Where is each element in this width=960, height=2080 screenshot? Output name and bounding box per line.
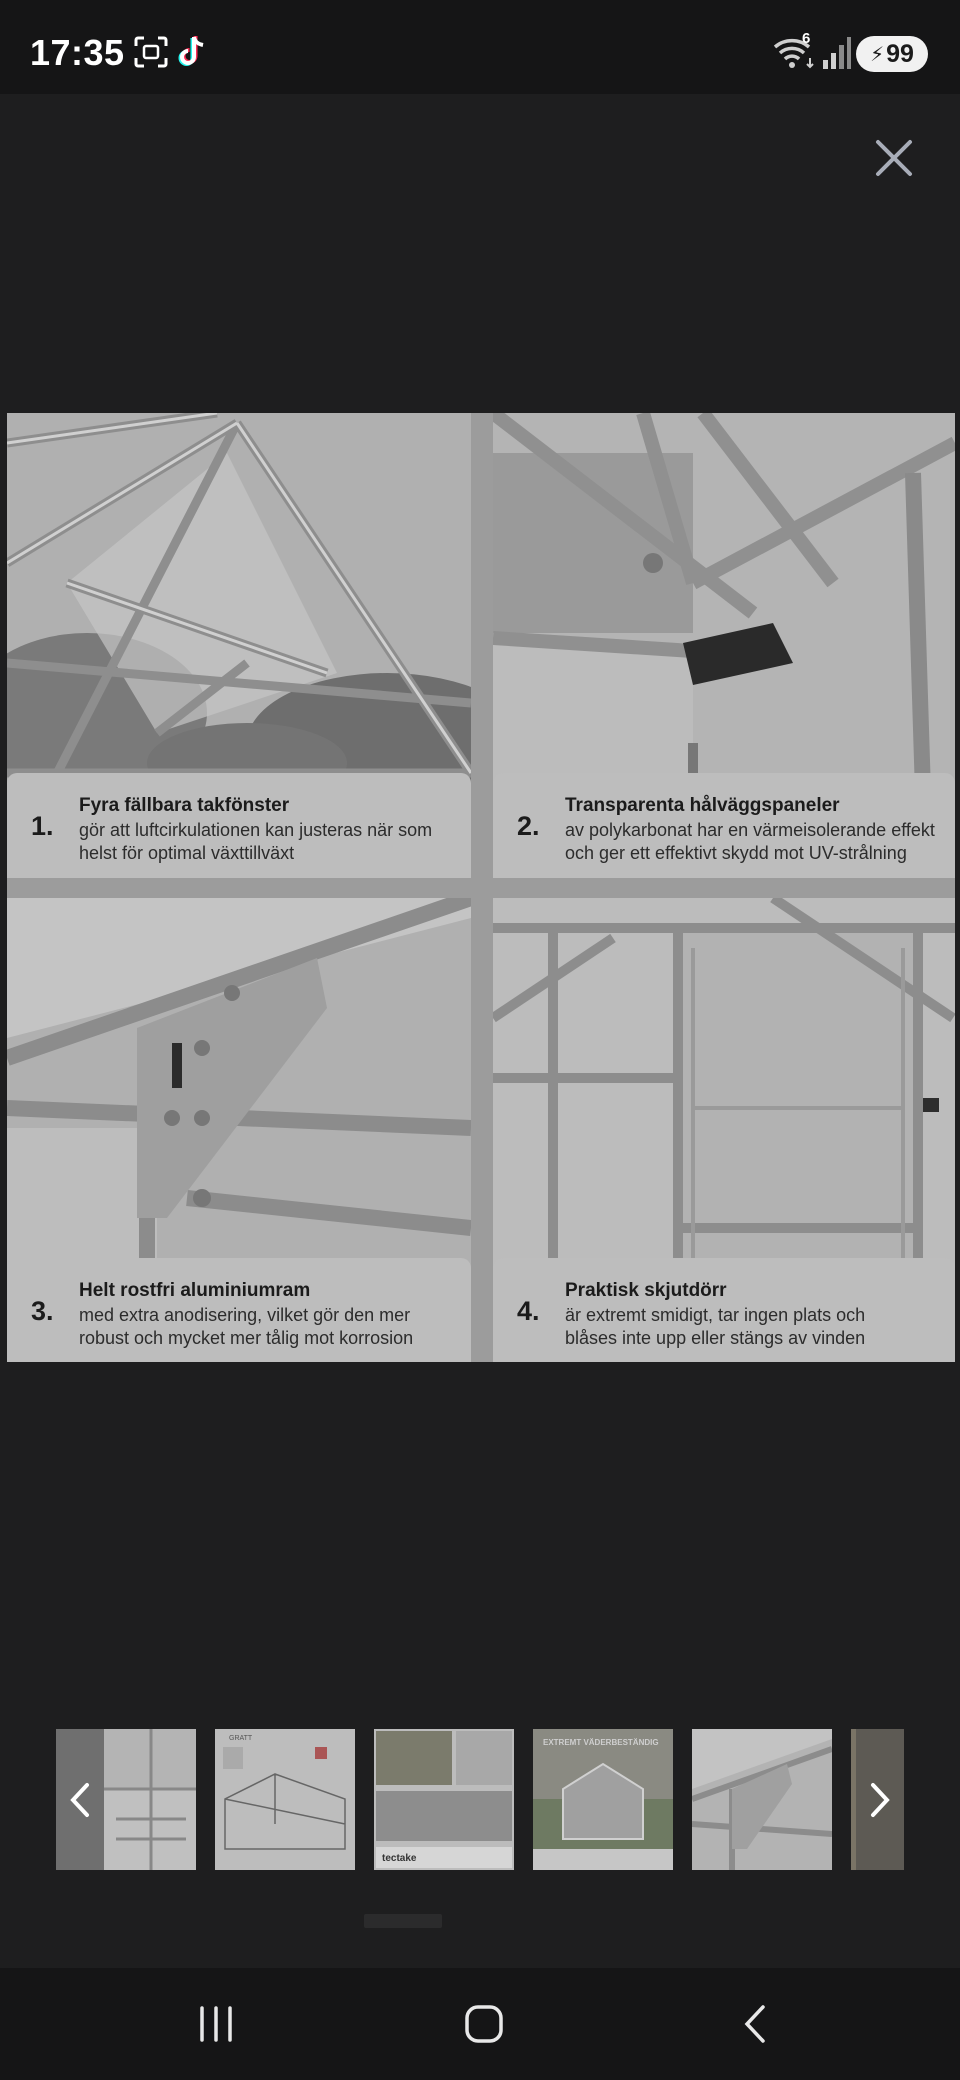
feature-desc-4 [565, 1304, 955, 1350]
frame-photo [7, 898, 471, 1278]
feature-desc-1-line2: helst för optimal växttillväxt [79, 843, 295, 863]
product-image[interactable] [7, 413, 955, 1362]
clock: 17:35 [30, 32, 125, 73]
battery-level: 99 [886, 39, 914, 68]
feature-number-4: 4. [517, 1296, 540, 1326]
thumbnail-strip[interactable] [56, 1729, 904, 1871]
wifi-icon [772, 30, 818, 75]
feature-desc-3-line2: robust och mycket mer tålig mot korrosion [79, 1328, 414, 1348]
feature-panel-3 [7, 898, 471, 1362]
tiktok-icon [176, 34, 210, 75]
feature-number-2: 2. [517, 811, 540, 841]
chevron-left-icon [68, 1781, 92, 1819]
panel-photo [493, 413, 955, 793]
recents-icon [196, 2004, 236, 2044]
thumbnail-image [533, 1729, 673, 1870]
roof-window-photo [7, 413, 471, 793]
thumbnail-3-brand: tectake [382, 1853, 417, 1864]
feature-caption-4 [493, 1258, 955, 1362]
feature-desc-4-line2: blåses inte upp eller stängs av vinden [565, 1328, 866, 1348]
thumbnail-image [215, 1729, 355, 1870]
wifi-label: 6 [802, 30, 811, 47]
signal-icon [822, 36, 852, 75]
feature-desc-3 [79, 1304, 469, 1350]
thumbnail-4-text: EXTREMT VÄDERBESTÄNDIG [543, 1738, 659, 1747]
thumbnail-image [692, 1729, 832, 1870]
thumbnail-4[interactable] [533, 1729, 673, 1870]
feature-desc-3-line1: med extra anodisering, vilket gör den mer [79, 1305, 411, 1325]
feature-number-3: 3. [31, 1296, 54, 1326]
feature-desc-2-line1: av polykarbonat har en värmeisolerande effekt [565, 820, 935, 840]
feature-desc-2 [565, 819, 955, 865]
feature-caption-1 [7, 773, 471, 878]
status-bar [0, 0, 960, 94]
home-icon [463, 2003, 505, 2045]
feature-panel-4 [493, 898, 955, 1362]
close-icon [870, 134, 918, 182]
thumbnail-prev-button[interactable] [56, 1729, 104, 1870]
chevron-right-icon [868, 1781, 892, 1819]
feature-panel-1 [7, 413, 471, 878]
back-icon [739, 2003, 769, 2045]
thumbnail-2-label: GRATT [229, 1735, 253, 1742]
feature-title-3: Helt rostfri aluminiumram [79, 1280, 311, 1301]
scroll-indicator [364, 1914, 442, 1928]
recents-button[interactable] [176, 1992, 256, 2056]
feature-desc-4-line1: är extremt smidigt, tar ingen plats och [565, 1305, 866, 1325]
feature-panel-2 [493, 413, 955, 878]
door-photo [493, 898, 955, 1278]
thumbnail-2[interactable] [215, 1729, 355, 1870]
charging-icon: ⚡ [870, 43, 885, 66]
feature-number-1: 1. [31, 811, 54, 841]
thumbnail-next-button[interactable] [856, 1729, 904, 1870]
thumbnail-3[interactable] [374, 1729, 514, 1870]
feature-desc-1-line1: gör att luftcirkulationen kan justeras när som [79, 820, 433, 840]
feature-desc-1 [79, 819, 469, 865]
battery-indicator [856, 36, 928, 72]
feature-desc-2-line2: och ger ett effektivt skydd mot UV-strålning [565, 843, 907, 863]
feature-caption-3 [7, 1258, 471, 1362]
feature-title-2: Transparenta hålväggspaneler [565, 795, 840, 816]
screenshot-icon [134, 36, 168, 73]
thumbnail-image [374, 1729, 514, 1870]
close-button[interactable] [870, 134, 918, 182]
back-button[interactable] [714, 1992, 794, 2056]
home-button[interactable] [444, 1992, 524, 2056]
feature-caption-2 [493, 773, 955, 878]
feature-title-1: Fyra fällbara takfönster [79, 795, 290, 816]
navigation-bar [0, 1968, 960, 2080]
feature-title-4: Praktisk skjutdörr [565, 1280, 727, 1301]
thumbnail-5[interactable] [692, 1729, 832, 1870]
